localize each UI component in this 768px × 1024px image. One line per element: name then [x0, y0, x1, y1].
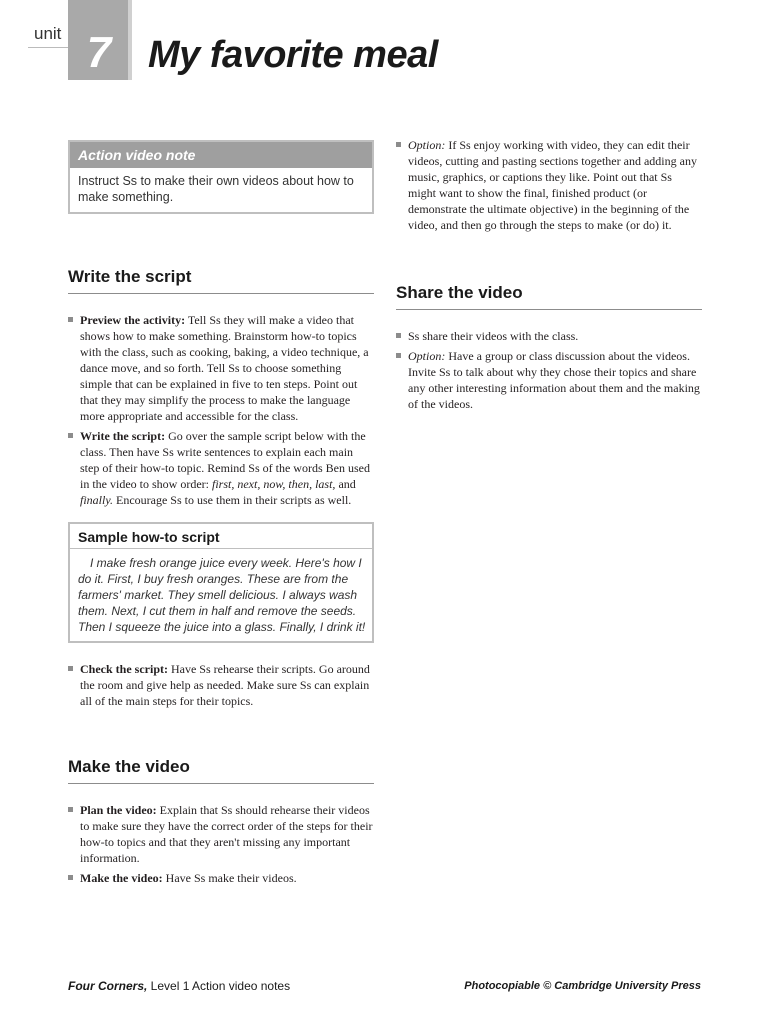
item-lead: Plan the video: [80, 803, 157, 817]
list-item [68, 312, 374, 424]
bullet-icon [396, 353, 401, 358]
item-italic: finally. [80, 493, 113, 507]
list-item [396, 348, 702, 412]
bullet-icon [68, 807, 73, 812]
sample-body: I make fresh orange juice every week. Here's how I do it. First, I buy fresh oranges. These are from the farmers' market. They smell delicious. I always wash them. Next, I cut them in half and remove the seeds. Then I squeeze the juice into a glass. Finally, I drink it! [78, 556, 366, 634]
list-item [68, 428, 374, 508]
item-lead: Option: [408, 138, 446, 152]
item-text: and [335, 477, 356, 491]
item-lead: Write the script: [80, 429, 166, 443]
sample-script-box [68, 522, 374, 643]
footer-left [68, 979, 290, 993]
bullet-icon [68, 666, 73, 671]
write-script-heading: Write the script [68, 267, 374, 294]
item-text: Tell Ss they will make a video that shows how to make something. Brainstorm how-to topics with the class, such as cooking, baking, a video technique, a dance move, and so forth. Tell Ss to choose something simple that can be explained in five to ten steps. Point out that they may simplify the process to make the language more appropriate and accessible for the class. [80, 313, 369, 423]
bullet-icon [396, 142, 401, 147]
item-text: If Ss enjoy working with video, they can edit their videos, cutting and pasting sections together and adding any music, graphics, or captions they like. Point out that Ss might want to show the final, finished product (or demonstrate the ultimate objective) in the beginning of the video, and then go through the steps to make (or do) it. [408, 138, 697, 232]
make-video-list [68, 802, 374, 886]
note-heading: Action video note [70, 142, 372, 168]
option-list [396, 137, 702, 233]
action-video-note-box [68, 140, 374, 214]
check-script-list [68, 661, 374, 709]
item-text: Have Ss rehearse their scripts. Go around the room and give help as needed. Make sure Ss can explain all of the main steps for their topics. [80, 662, 370, 708]
bullet-icon [68, 433, 73, 438]
list-item [68, 661, 374, 709]
item-text: Explain that Ss should rehearse their videos to make sure they have the correct order of the steps for their how-to topics and that they aren't missing any important information. [80, 803, 373, 865]
footer-level: Level 1 Action video notes [147, 979, 291, 993]
bullet-icon [396, 333, 401, 338]
share-video-list [396, 328, 702, 412]
item-lead: Make the video: [80, 871, 163, 885]
share-video-heading: Share the video [396, 283, 702, 310]
make-video-heading: Make the video [68, 757, 374, 784]
list-item [68, 870, 374, 886]
item-italic: first, next, now, then, last, [211, 477, 336, 491]
item-text: Have a group or class discussion about the videos. Invite Ss to talk about why they chose their topics and share any other interesting information about them and the making of the videos. [408, 349, 700, 411]
unit-box-edge [128, 0, 132, 80]
footer-book-title: Four Corners, [68, 979, 148, 993]
unit-rule [28, 47, 70, 48]
unit-label: unit [34, 24, 62, 43]
unit-number-box [68, 0, 130, 80]
bullet-icon [68, 317, 73, 322]
footer-copyright: Photocopiable © Cambridge University Press [464, 980, 701, 992]
item-lead: Option: [408, 349, 446, 363]
page-title: My favorite meal [148, 34, 438, 76]
bullet-icon [68, 875, 73, 880]
item-text: Encourage Ss to use them in their scripts as well. [113, 493, 352, 507]
list-item [396, 137, 702, 233]
item-lead: Check the script: [80, 662, 168, 676]
right-column [396, 137, 702, 416]
write-script-list [68, 312, 374, 508]
item-text: Ss share their videos with the class. [408, 329, 579, 343]
item-text: Have Ss make their videos. [162, 871, 297, 885]
left-column [68, 140, 374, 890]
list-item [68, 802, 374, 866]
note-body: Instruct Ss to make their own videos about how to make something. [78, 174, 354, 204]
list-item [396, 328, 702, 344]
item-text: Go over the sample script below with the class. Then have Ss write sentences to explain each main step of their how-to topic. Remind Ss of the words Ben used in the video to show order: [80, 429, 370, 491]
item-lead: Preview the activity: [80, 313, 186, 327]
unit-number: 7 [86, 28, 112, 77]
sample-heading: Sample how-to script [70, 524, 372, 549]
